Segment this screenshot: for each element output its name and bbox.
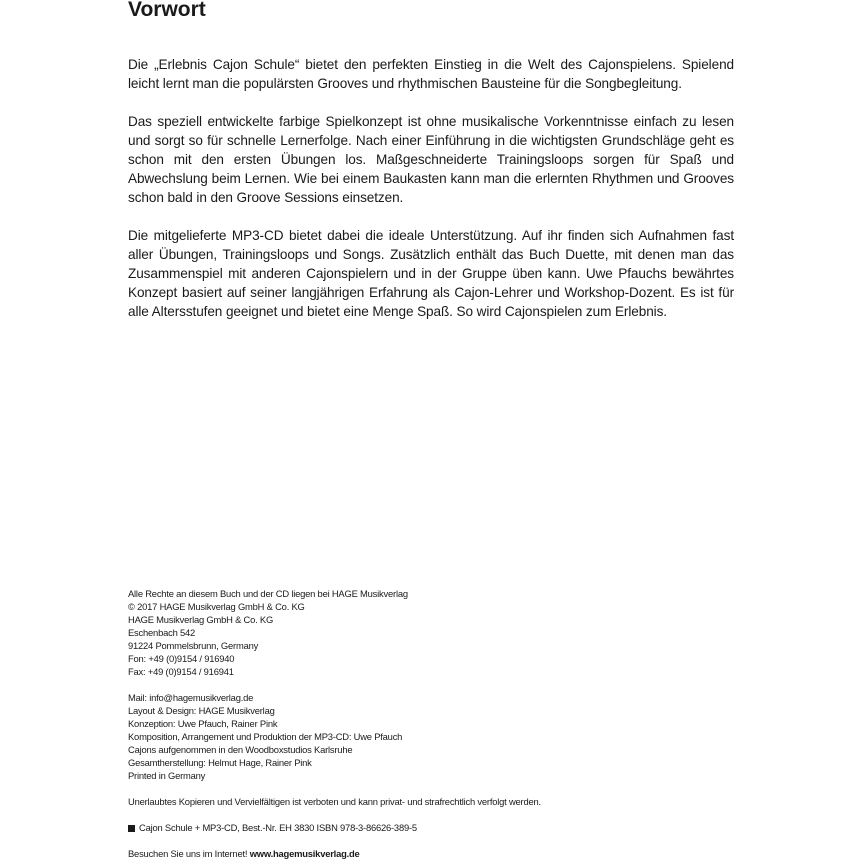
paragraph-mp3-cd: Die mitgelieferte MP3-CD bietet dabei die ideale Unterstützung. Auf ihr finden sich Aufnahmen fast aller Übungen, Trainingsloops und Songs. Zusätzlich enthält das Buch Duette, mit denen man das Zusammenspiel mit anderen Cajonspielern und in der Gruppe üben kann. Uwe Pfauchs bewährtes Konzept basiert auf seiner langjährigen Erfahrung als Cajon-Lehrer und Workshop-Dozent. Es ist für alle Altersstufen geeignet und bietet eine Menge Spaß. So wird Cajonspielen zum Erlebnis.	[128, 228, 734, 319]
imprint-copyright: © 2017 HAGE Musikverlag GmbH & Co. KG	[128, 601, 305, 612]
imprint-spacer	[128, 678, 734, 691]
imprint-printed: Printed in Germany	[128, 770, 206, 781]
imprint-spacer	[128, 782, 734, 795]
page-title: Vorwort	[128, 0, 206, 21]
imprint-recording: Cajons aufgenommen in den Woodboxstudios Karlsruhe	[128, 744, 353, 755]
imprint-layout: Layout & Design: HAGE Musikverlag	[128, 705, 275, 716]
imprint-legal: Unerlaubtes Kopieren und Vervielfältigen ist verboten und kann privat- und strafrechtlich verfolgt werden.	[128, 796, 541, 807]
imprint-street: Eschenbach 542	[128, 627, 196, 638]
imprint-publisher: HAGE Musikverlag GmbH & Co. KG	[128, 614, 274, 625]
imprint-fax: Fax: +49 (0)9154 / 916941	[128, 666, 234, 677]
imprint-mail: Mail: info@hagemusikverlag.de	[128, 692, 254, 703]
imprint-concept: Konzeption: Uwe Pfauch, Rainer Pink	[128, 718, 278, 729]
square-bullet-icon	[128, 825, 135, 832]
imprint-rights: Alle Rechte an diesem Buch und der CD liegen bei HAGE Musikverlag	[128, 588, 408, 599]
imprint-spacer	[128, 808, 734, 821]
foreword-body	[128, 55, 734, 340]
imprint-product: Cajon Schule + MP3-CD, Best.-Nr. EH 3830 ISBN 978-3-86626-389-5	[139, 822, 417, 833]
imprint-phone: Fon: +49 (0)9154 / 916940	[128, 653, 235, 664]
website-link[interactable]: www.hagemusikverlag.de	[249, 848, 360, 859]
imprint-production: Gesamtherstellung: Helmut Hage, Rainer Pink	[128, 757, 312, 768]
imprint-product-line	[128, 821, 734, 834]
imprint-composition: Komposition, Arrangement und Produktion der MP3-CD: Uwe Pfauch	[128, 731, 403, 742]
imprint-city: 91224 Pommelsbrunn, Germany	[128, 640, 259, 651]
imprint-spacer	[128, 834, 734, 847]
paragraph-concept: Das speziell entwickelte farbige Spielkonzept ist ohne musikalische Vorkenntnisse einfach zu lesen und sorgt so für schnelle Lernerfolge. Nach einer Einführung in die wichtigsten Grundschläge geht es schon mit den ersten Übungen los. Maßgeschneiderte Trainingsloops sorgen für Spaß und Abwechslung beim Lernen. Wie bei einem Baukasten kann man die erlernten Rhythmen und Grooves schon bald in den Groove Sessions einsetzen.	[128, 114, 734, 205]
imprint-block	[128, 587, 734, 860]
paragraph-intro: Die „Erlebnis Cajon Schule“ bietet den perfekten Einstieg in die Welt des Cajonspielens. Spielend leicht lernt man die populärsten Grooves und rhythmischen Bausteine für die Songbegleitung.	[128, 57, 734, 91]
imprint-visit-line	[128, 847, 734, 860]
imprint-visit-prefix: Besuchen Sie uns im Internet!	[128, 848, 248, 859]
